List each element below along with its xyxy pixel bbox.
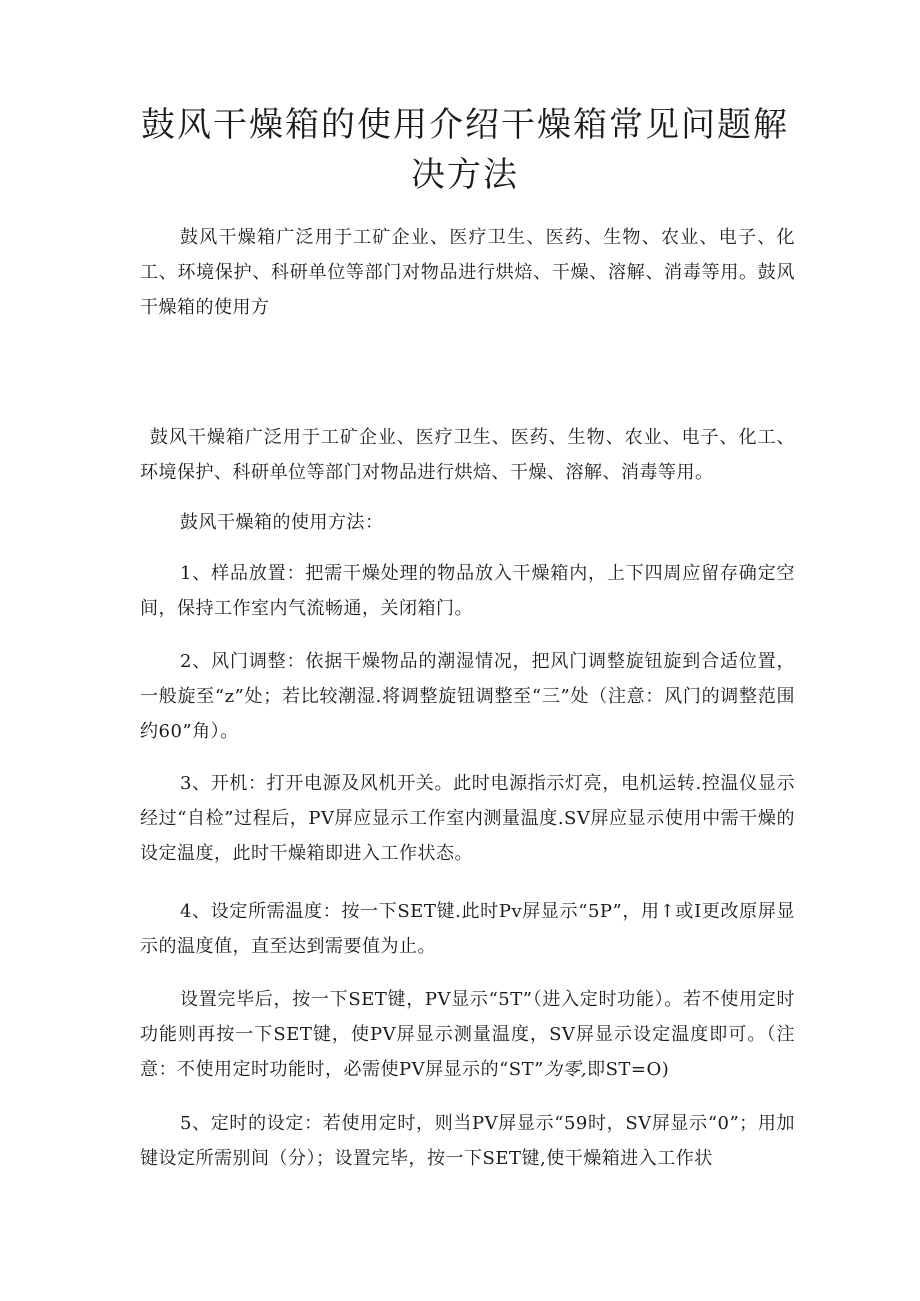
intro-paragraph: 鼓风干燥箱广泛用于工矿企业、医疗卫生、医药、生物、农业、电子、化工、环境保护、科研单位等部门对物品进行烘焙、干燥、溶解、消毒等用。鼓风干燥箱的使用方 <box>140 227 795 318</box>
paragraph-step-4: 4、设定所需温度：按一下SET键.此时Pv屏显示“5P”，用↑或I更改原屏显示的温度值，直至达到需要值为止。 <box>140 901 795 957</box>
after-setting-main-text: 设置完毕后，按一下SET键，PV显示“5T”（进入定时功能）。若不使用定时功能则再按一下SET键，使PV屏显示测量温度，SV屏显示设定温度即可。（注意：不使用定时功能时，必需使PV屏显示的“ST” <box>140 989 795 1080</box>
paragraph-step-5: 5、定时的设定：若使用定时，则当PV屏显示“59时，SV屏显示“0”；用加键设定所需别间（分）；设置完毕，按一下SET键,使干燥箱进入工作状 <box>140 1113 795 1169</box>
paragraph-step-3: 3、开机：打开电源及风机开关。此时电源指示灯亮，电机运转.控温仪显示经过“自检”过程后，PV屏应显示工作室内测量温度.SV屏应显示使用中需干燥的设定温度，此时干燥箱即进入工作状态。 <box>140 773 795 864</box>
paragraph-step-1: 1、样品放置：把需干燥处理的物品放入干燥箱内，上下四周应留存确定空间，保持工作室内气流畅通，关闭箱门。 <box>140 563 795 619</box>
paragraph-after-setting <box>140 982 795 1087</box>
paragraph-overview: 鼓风干燥箱广泛用于工矿企业、医疗卫生、医药、生物、农业、电子、化工、环境保护、科研单位等部门对物品进行烘焙、干燥、溶解、消毒等用。 <box>140 427 795 483</box>
after-setting-end-text: 即ST=O) <box>587 1059 670 1080</box>
paragraph-step-2: 2、风门调整：依据干燥物品的潮湿情况，把风门调整旋钮旋到合适位置，一般旋至“z”处；若比较潮湿.将调整旋钮调整至“三”处（注意：风门的调整范围约60”角）。 <box>140 651 795 742</box>
document-title: 鼓风干燥箱的使用介绍干燥箱常见问题解决方法 <box>141 105 789 195</box>
paragraph-method-heading: 鼓风干燥箱的使用方法： <box>180 512 384 533</box>
after-setting-italic-text: 为零, <box>543 1059 588 1080</box>
